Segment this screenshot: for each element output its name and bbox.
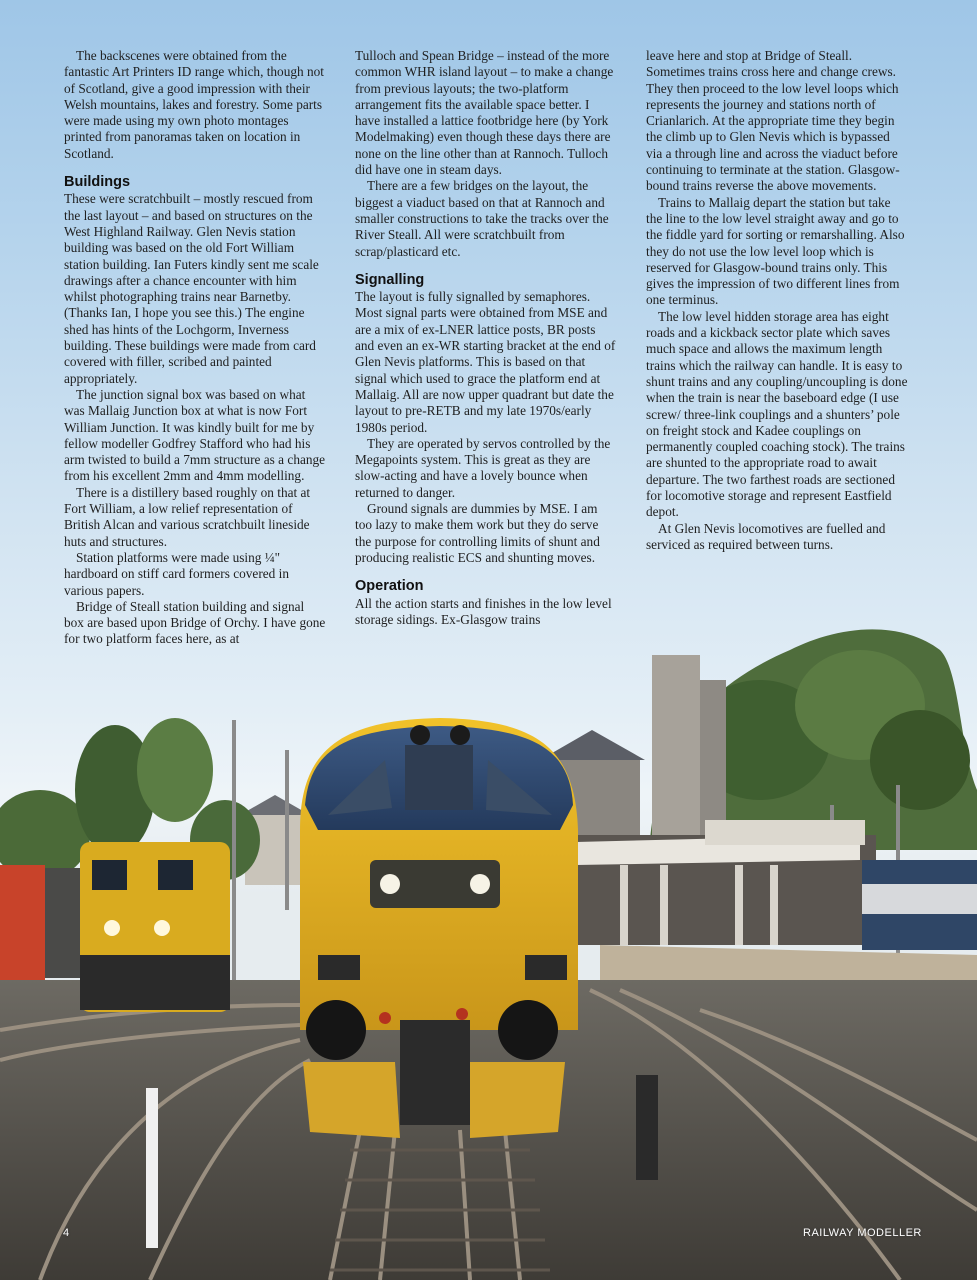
paragraph: They are operated by servos controlled by the Megapoints system. This is great as they are slow-acting and have a lovely bounce when returned to danger. bbox=[355, 435, 611, 500]
passenger-coaches bbox=[862, 860, 977, 950]
paragraph: There is a distillery based roughly on that at Fort William, a low relief representation of British Alcan and various scratchbuilt lineside huts and structures. bbox=[64, 484, 311, 549]
heading-operation: Operation bbox=[355, 578, 424, 595]
paragraph: There are a few bridges on the layout, the biggest a viaduct based on that at Rannoch and smaller constructions to take the tracks over the River Steall. All were scratchbuilt from scrap/plasticard etc. bbox=[355, 178, 609, 259]
paragraph: The junction signal box was based on what was Mallaig Junction box at what is now Fort William Junction. It was kindly built for me by fellow modeller Godfrey Stafford who had his arm twisted to build a 7mm structure as a change from his excellent 2mm and 4mm modelling. bbox=[64, 386, 326, 484]
castle-tower bbox=[652, 655, 726, 845]
heading-buildings: Buildings bbox=[64, 174, 131, 191]
paragraph: These were scratchbuilt – mostly rescued from the last layout – and based on structures on the West Highland Railway. Glen Nevis station building was based on the old Fort William station building. Ian Futers kindly sent me scale drawings after a chance encounter with him whilst photographing trains near Barnetby. (Thanks Ian, I hope you see this.) The engine shed has hints of the Lochgorm, Inverness building. These buildings were made from card covered with filler, scribed and painted appropriately. bbox=[64, 191, 319, 386]
class-20-locomotive bbox=[80, 842, 230, 1012]
paragraph: Station platforms were made using ¼" hardboard on stiff card formers covered in various papers. bbox=[64, 549, 289, 598]
paragraph: All the action starts and finishes in the low level storage sidings. Ex-Glasgow trains bbox=[355, 595, 612, 627]
page-number: 4 bbox=[63, 1227, 70, 1239]
text-column-2 bbox=[355, 48, 617, 628]
paragraph: The backscenes were obtained from the fantastic Art Printers ID range which, though not of Scotland, give a good impression with their Welsh mountains, lakes and forestry. Some parts were made using my own photo montages printed from panoramas taken on location in Scotland. bbox=[64, 48, 324, 161]
layout-photograph bbox=[0, 610, 977, 1280]
red-wagon bbox=[0, 865, 80, 980]
paragraph: The layout is fully signalled by semaphores. Most signal parts were obtained from MSE and are a mix of ex-LNER lattice posts, BR posts and even an ex-WR starting bracket at the end of Glen Nevis platforms. This is based on that signal which used to grace the platform end at Mallaig. All are now upper quadrant but date the layout to pre-RETB and my late 1970s/early 1980s period. bbox=[355, 289, 616, 435]
paragraph: Ground signals are dummies by MSE. I am too lazy to make them work but they do serve the purpose for controlling limits of shunt and producing realistic ECS and shunting moves. bbox=[355, 501, 600, 565]
paragraph: Tulloch and Spean Bridge – instead of the more common WHR island layout – to make a change from previous layouts; the two-platform arrangement fits the available space better. I have installed a lattice footbridge here (by York Modelmaking) even though these days there are none on the line other than at Rannoch. Tulloch did have one in steam days. bbox=[355, 48, 614, 178]
station-building bbox=[576, 820, 876, 945]
paragraph: The low level hidden storage area has eight roads and a kickback sector plate which saves much space and allows the maximum length trains which the railway can handle. It is easy to shunt trains and any coupling/uncoupling is done when the train is near the baseboard edge (I use screw/ three-link couplings and a shunters’ pole on freight stock and Kadee couplings on permanently coupled coaching stock). The trains are shunted to the appropriate road to await departure. The two farthest roads are sectioned for locomotive storage and represent Eastfield depot. bbox=[646, 308, 908, 520]
paragraph: Bridge of Steall station building and signal box are based upon Bridge of Orchy. I have gone for two platform faces here, as at bbox=[64, 598, 326, 647]
text-column-3 bbox=[646, 48, 908, 553]
text-column-1 bbox=[64, 48, 326, 648]
ground-signal bbox=[636, 1075, 658, 1180]
heading-signalling: Signalling bbox=[355, 271, 425, 288]
paragraph: leave here and stop at Bridge of Steall. Sometimes trains cross here and change crews. They then proceed to the low level loops which represents the journey and stations north of Crianlarich. At the appropriate time they begin the climb up to Glen Nevis which is bypassed via a through line and across the viaduct before continuing to terminate at the station. Glasgow-bound trains reverse the above movements. bbox=[646, 48, 900, 194]
point-lever bbox=[146, 1088, 158, 1248]
paragraph: Trains to Mallaig depart the station but take the line to the low level straight away and go to the fiddle yard for sorting or remarshalling. Also they do not use the low level loop which is reserved for Glasgow-bound trains only. This gives the impression of two different lines from one terminus. bbox=[646, 194, 905, 308]
paragraph: At Glen Nevis locomotives are fuelled and serviced as required between turns. bbox=[646, 520, 886, 552]
class-37-locomotive bbox=[300, 718, 578, 1138]
magazine-title: RAILWAY MODELLER bbox=[803, 1227, 922, 1239]
